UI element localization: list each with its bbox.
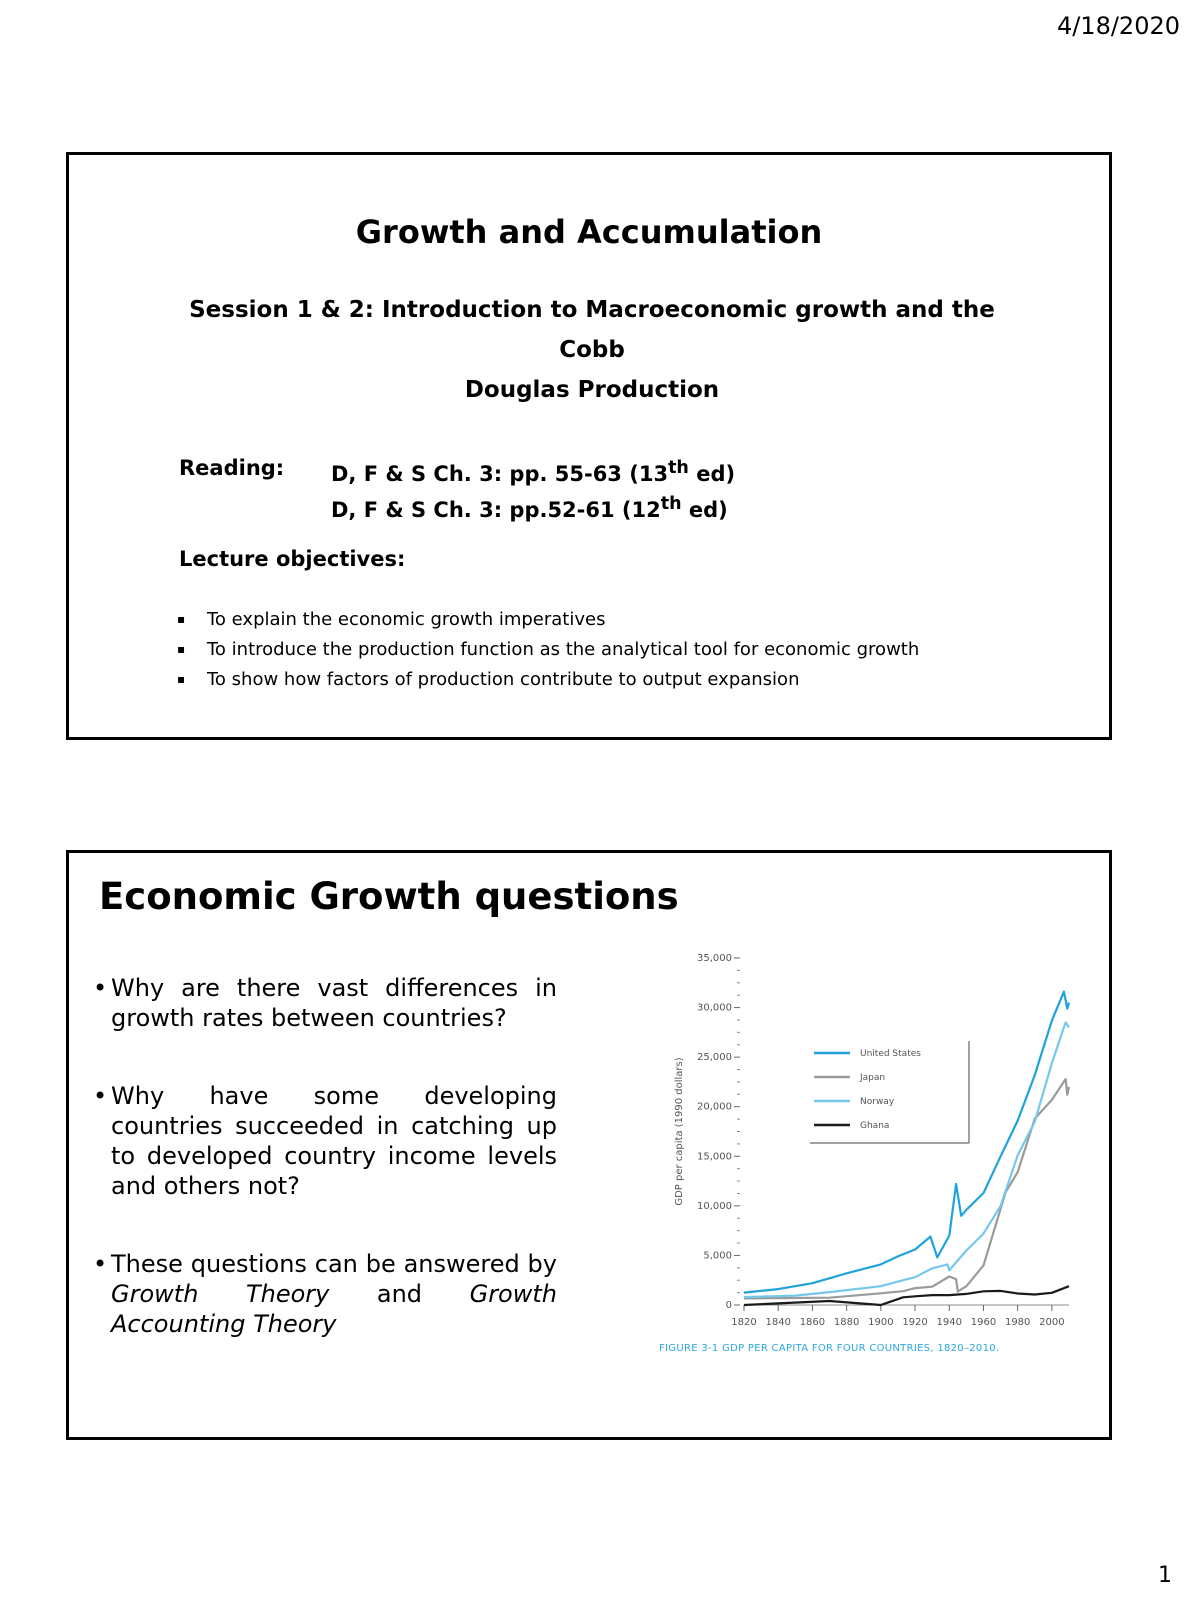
question-list bbox=[99, 973, 557, 1387]
series-line-norway bbox=[744, 1022, 1069, 1297]
figure-caption: FIGURE 3-1 GDP PER CAPITA FOR FOUR COUNTRIES, 1820–2010. bbox=[659, 1343, 1000, 1354]
page-date: 4/18/2020 bbox=[1056, 12, 1180, 40]
gdp-per-capita-chart bbox=[579, 933, 1079, 1393]
y-tick-label: 25,000 bbox=[697, 1052, 732, 1064]
x-tick-label: 2000 bbox=[1039, 1317, 1065, 1328]
x-tick-label: 1820 bbox=[731, 1317, 757, 1328]
reading-list bbox=[331, 453, 735, 525]
objective-item: ▪ To introduce the production function as the analytical tool for economic growth bbox=[177, 639, 919, 669]
legend-label: Norway bbox=[860, 1097, 895, 1107]
x-tick-label: 1920 bbox=[902, 1317, 928, 1328]
x-tick-label: 1980 bbox=[1004, 1317, 1031, 1328]
y-tick-label: 15,000 bbox=[697, 1151, 732, 1163]
x-tick-label: 1900 bbox=[868, 1317, 894, 1328]
y-tick-label: 5,000 bbox=[703, 1250, 732, 1262]
y-tick-label: 10,000 bbox=[697, 1200, 732, 1212]
legend-label: Ghana bbox=[860, 1121, 890, 1131]
y-tick-label: 35,000 bbox=[697, 953, 732, 964]
x-tick-label: 1880 bbox=[833, 1317, 860, 1328]
y-axis-label: GDP per capita (1990 dollars) bbox=[674, 1057, 685, 1206]
objective-item: ▪ To explain the economic growth imperatives bbox=[177, 609, 919, 639]
y-tick-label: 20,000 bbox=[697, 1101, 732, 1113]
y-tick-label: 30,000 bbox=[697, 1002, 732, 1014]
slide2-title: Economic Growth questions bbox=[99, 875, 679, 918]
growth-theory-term: Growth Theory bbox=[111, 1280, 330, 1308]
slide-growth-questions bbox=[66, 850, 1112, 1440]
question-item: • Why have some developing countries succeeded in catching up to developed country income levels and others not? bbox=[99, 1081, 557, 1201]
objectives-list bbox=[177, 609, 919, 699]
reading-item: D, F & S Ch. 3: pp. 55-63 (13th ed) bbox=[331, 458, 736, 486]
question-item: • Why are there vast differences in growth rates between countries? bbox=[99, 973, 557, 1033]
subtitle-line-2: Douglas Production bbox=[464, 377, 720, 403]
page-number: 1 bbox=[1158, 1563, 1172, 1588]
objective-item: ▪ To show how factors of production contribute to output expansion bbox=[177, 669, 919, 699]
legend-label: Japan bbox=[860, 1073, 886, 1083]
question-item: • These questions can be answered by Growth Theory and Growth Accounting Theory bbox=[99, 1249, 557, 1339]
y-tick-label: 0 bbox=[725, 1300, 732, 1311]
objectives-heading: Lecture objectives: bbox=[179, 547, 406, 571]
reading-label: Reading: bbox=[179, 456, 285, 480]
session-subtitle bbox=[169, 290, 1015, 410]
x-tick-label: 1860 bbox=[799, 1317, 826, 1328]
slide-title-heading: Growth and Accumulation bbox=[355, 213, 823, 251]
subtitle-line-1: Session 1 & 2: Introduction to Macroeconomic growth and the Cobb bbox=[189, 297, 995, 363]
legend-label: United States bbox=[860, 1049, 921, 1059]
slide-title bbox=[66, 152, 1112, 740]
x-tick-label: 1960 bbox=[970, 1317, 997, 1328]
x-tick-label: 1840 bbox=[765, 1317, 791, 1328]
growth-accounting-term: Growth Accounting Theory bbox=[111, 1280, 557, 1338]
reading-item: D, F & S Ch. 3: pp.52-61 (12th ed) bbox=[331, 494, 728, 522]
x-tick-label: 1940 bbox=[936, 1317, 962, 1328]
series-line-united-states bbox=[744, 992, 1069, 1293]
